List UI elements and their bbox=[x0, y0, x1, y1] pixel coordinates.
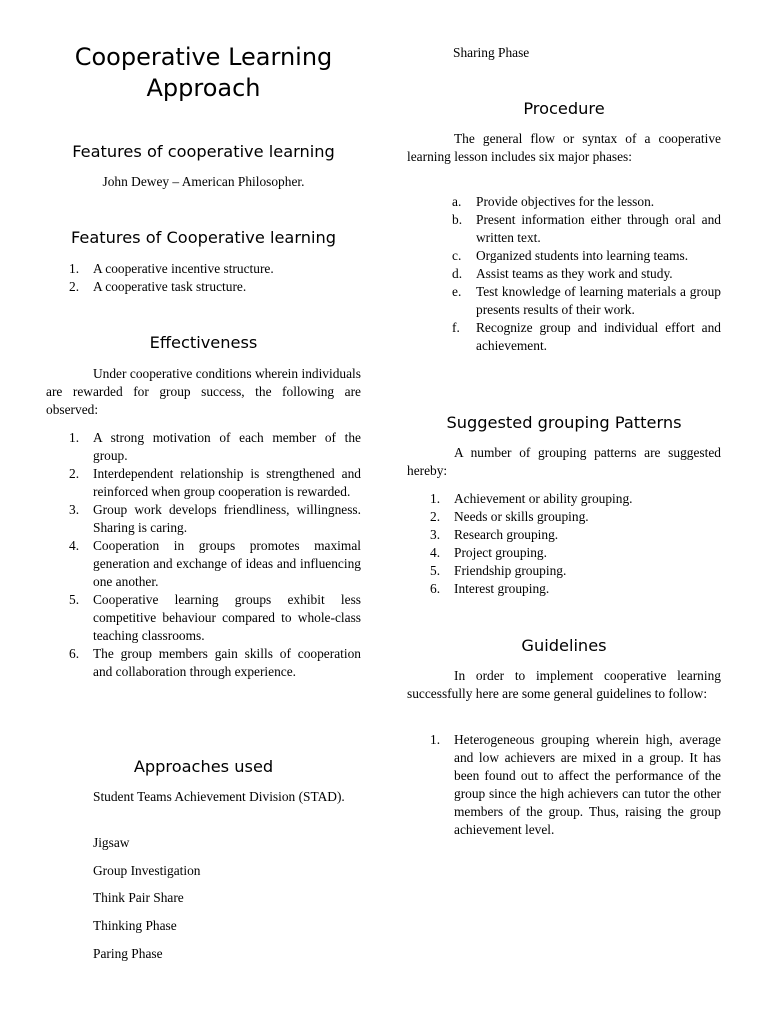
list-item: f. Recognize group and individual effort and achievement. bbox=[452, 320, 721, 353]
grouping-list bbox=[407, 490, 721, 598]
list-item: a. Provide objectives for the lesson. bbox=[452, 194, 655, 209]
list-item: e. Test knowledge of learning materials a group presents results of their work. bbox=[452, 284, 721, 317]
guidelines-list bbox=[407, 731, 721, 839]
list-item: b. Present information either through oral and written text. bbox=[452, 212, 721, 245]
list-item: 5. Friendship grouping. bbox=[430, 563, 567, 578]
list-item: c. Organized students into learning teams. bbox=[452, 248, 689, 263]
list-item: 6. The group members gain skills of cooperation and collaboration through experience. bbox=[69, 646, 361, 679]
approach-item: Jigsaw bbox=[93, 835, 130, 850]
list-item: d. Assist teams as they work and study. bbox=[452, 266, 673, 281]
approaches-heading: Approaches used bbox=[133, 757, 274, 776]
dewey-line: John Dewey – American Philosopher. bbox=[102, 174, 305, 189]
procedure-list bbox=[407, 193, 721, 355]
features-list bbox=[46, 260, 361, 296]
list-item: 3. Research grouping. bbox=[430, 527, 559, 542]
sharing-phase-line: Sharing Phase bbox=[453, 45, 530, 60]
list-item: 2. Needs or skills grouping. bbox=[430, 509, 589, 524]
list-item: 2. A cooperative task structure. bbox=[69, 279, 247, 294]
procedure-heading: Procedure bbox=[523, 99, 605, 118]
approach-item: Paring Phase bbox=[93, 946, 163, 961]
list-item: 1. A strong motivation of each member of the group. bbox=[69, 430, 361, 463]
approach-item: Group Investigation bbox=[93, 863, 201, 878]
grouping-heading: Suggested grouping Patterns bbox=[446, 413, 682, 432]
approach-item: Thinking Phase bbox=[93, 918, 177, 933]
approach-item: Think Pair Share bbox=[93, 890, 184, 905]
effectiveness-intro: Under cooperative conditions wherein individuals are rewarded for group success, the following are observed: bbox=[46, 366, 361, 417]
list-item: 1. Achievement or ability grouping. bbox=[430, 491, 633, 506]
features-heading-2: Features of Cooperative learning bbox=[71, 228, 336, 247]
document-title: Cooperative Learning Approach bbox=[74, 43, 333, 102]
guidelines-intro: In order to implement cooperative learning successfully here are some general guidelines to follow: bbox=[407, 668, 721, 701]
list-item: 4. Project grouping. bbox=[430, 545, 547, 560]
grouping-intro: A number of grouping patterns are suggested hereby: bbox=[407, 445, 721, 478]
effectiveness-list bbox=[46, 429, 361, 681]
list-item: 1. Heterogeneous grouping wherein high, average and low achievers are mixed in a group. It has been found out to affect the performance of the group since the high achievers can tutor the other members of the group. Thus, raising the group achievement level. bbox=[430, 732, 721, 837]
features-heading-1: Features of cooperative learning bbox=[72, 142, 335, 161]
procedure-intro: The general flow or syntax of a cooperative learning lesson includes six major phases: bbox=[407, 131, 721, 164]
list-item: 4. Cooperation in groups promotes maximal generation and exchange of ideas and influencing one another. bbox=[69, 538, 361, 589]
list-item: 1. A cooperative incentive structure. bbox=[69, 261, 274, 276]
list-item: 5. Cooperative learning groups exhibit less competitive behaviour compared to whole-class teaching classrooms. bbox=[69, 592, 361, 643]
list-item: 2. Interdependent relationship is strengthened and reinforced when group cooperation is rewarded. bbox=[69, 466, 361, 499]
list-item: 6. Interest grouping. bbox=[430, 581, 550, 596]
approaches-intro: Student Teams Achievement Division (STAD). bbox=[93, 789, 345, 804]
list-item: 3. Group work develops friendliness, willingness. Sharing is caring. bbox=[69, 502, 361, 535]
guidelines-heading: Guidelines bbox=[521, 636, 607, 655]
effectiveness-heading: Effectiveness bbox=[149, 333, 258, 352]
